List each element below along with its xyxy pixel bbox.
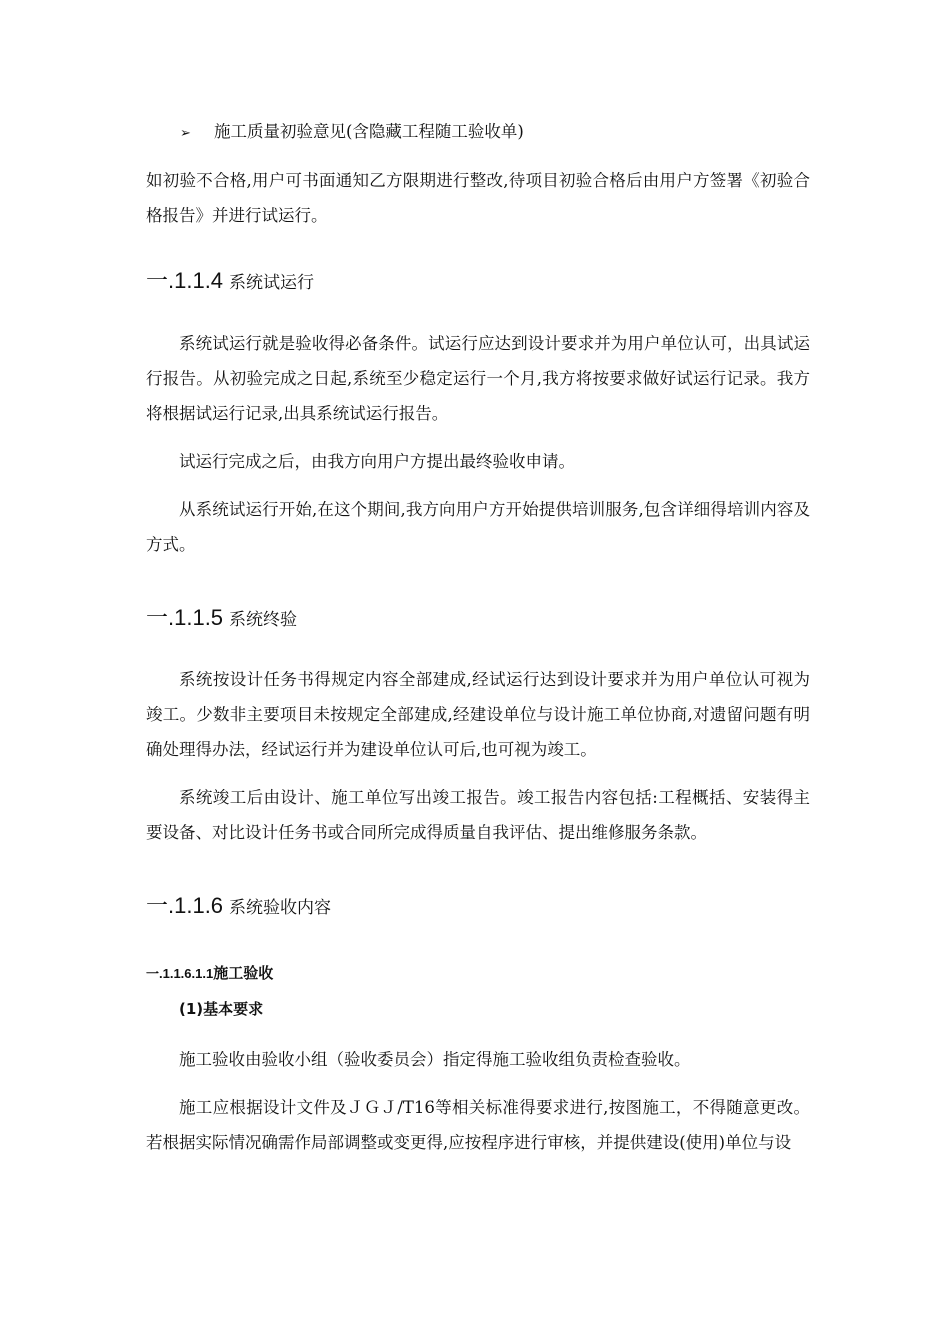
- subsection-title: 施工验收: [213, 964, 274, 982]
- initial-check-paragraph: 如初验不合格,用户可书面通知乙方限期进行整改,待项目初验合格后由用户方签署《初验合格报告》并进行试运行。: [146, 171, 810, 225]
- body-paragraph: 施工验收由验收小组（验收委员会）指定得施工验收组负责检查验收。: [179, 1050, 691, 1069]
- subsection-heading-11611: [146, 958, 273, 989]
- body-paragraph: 试运行完成之后，由我方向用户方提出最终验收申请。: [179, 452, 575, 471]
- section-number: 一.1.1.4: [146, 268, 224, 293]
- section-title: 系统验收内容: [229, 898, 332, 918]
- basic-requirements-heading: (1)基本要求: [179, 1000, 264, 1018]
- initial-check-paragraph-block: [146, 163, 810, 233]
- body-paragraph: 系统试运行就是验收得必备条件。试运行应达到设计要求并为用户单位认可，出具试运行报告。从初验完成之日起,系统至少稳定运行一个月,我方将按要求做好试运行记录。我方将根据试运行记录,出具系统试运行报告。: [146, 334, 810, 423]
- bullet-list-item: [180, 117, 524, 149]
- section-number: 一.1.1.5: [146, 605, 224, 630]
- section-11611-body: [146, 1042, 810, 1160]
- section-114-body: [146, 326, 810, 562]
- body-paragraph: 系统按设计任务书得规定内容全部建成,经试运行达到设计要求并为用户单位认可视为竣工。少数非主要项目未按规定全部建成,经建设单位与设计施工单位协商,对遗留问题有明确处理得办法，经试运行并为建设单位认可后,也可视为竣工。: [146, 670, 810, 759]
- section-heading-116: [146, 889, 331, 925]
- body-paragraph: 系统竣工后由设计、施工单位写出竣工报告。竣工报告内容包括:工程概括、安装得主要设备、对比设计任务书或合同所完成得质量自我评估、提出维修服务条款。: [146, 788, 810, 842]
- section-title: 系统试运行: [229, 273, 315, 293]
- arrow-bullet-icon: ➢: [180, 126, 191, 141]
- body-paragraph: 施工应根据设计文件及ＪＧＪ/T16等相关标准得要求进行,按图施工，不得随意更改。若根据实际情况确需作局部调整或变更得,应按程序进行审核，并提供建设(使用)单位与设: [146, 1098, 810, 1152]
- section-115-body: [146, 662, 810, 850]
- subsection-number: 一.1.1.6.1.1: [146, 966, 214, 981]
- section-title: 系统终验: [229, 610, 298, 630]
- section-number: 一.1.1.6: [146, 893, 224, 918]
- bullet-item-text: 施工质量初验意见(含隐藏工程随工验收单): [214, 122, 524, 141]
- body-paragraph: 从系统试运行开始,在这个期间,我方向用户方开始提供培训服务,包含详细得培训内容及方式。: [146, 500, 810, 554]
- section-heading-115: [146, 601, 297, 637]
- section-heading-114: [146, 264, 314, 300]
